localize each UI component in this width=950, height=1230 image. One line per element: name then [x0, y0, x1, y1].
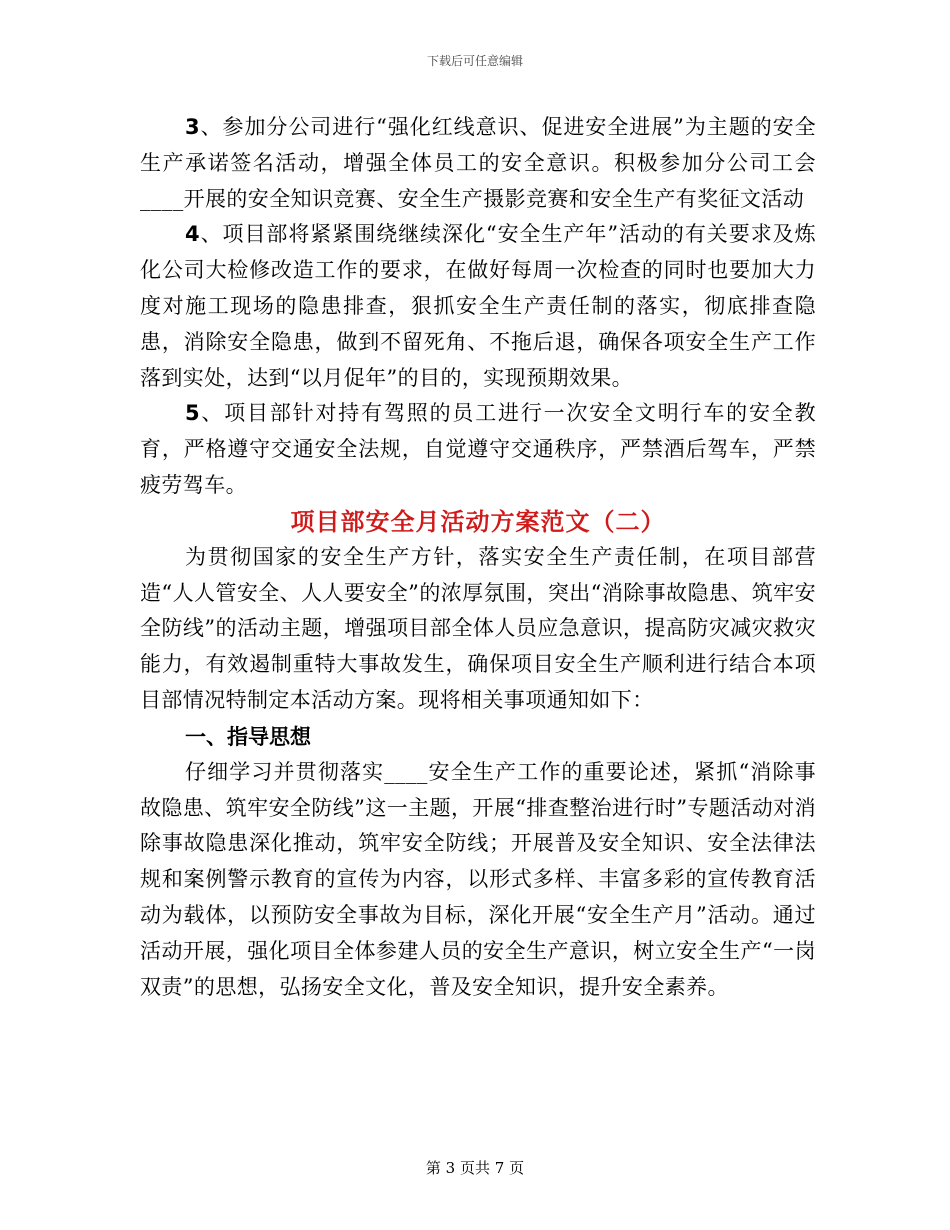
- page-header: 下载后可任意编辑: [426, 54, 523, 68]
- item-text: 、项目部针对持有驾照的员工进行一次安全文明行车的安全教育，严格遵守交通安全法规，自觉遵守交通秩序，严禁酒后驾车，严禁疲劳驾车。: [140, 401, 816, 497]
- item-text: 、项目部将紧紧围绕继续深化“安全生产年”活动的有关要求及炼化公司大检修改造工作的要求，在做好每周一次检查的同时也要加大力度对施工现场的隐患排查，狠抓安全生产责任制的落实，彻底排查隐患，消除安全隐患，做到不留死角、不拖后退，确保各项安全生产工作落到实处，达到“以月促年”的目的，实现预期效果。: [140, 222, 816, 390]
- item-number: 3: [185, 115, 201, 139]
- item-text: 、参加分公司进行“强化红线意识、促进安全进展”为主题的安全生产承诺签名活动，增强全体员工的安全意识。积极参加分公司工会____开展的安全知识竞赛、安全生产摄影竞赛和安全生产有奖征文活动: [140, 115, 816, 211]
- list-item-3: [140, 110, 816, 217]
- list-item-5: [140, 396, 816, 503]
- section-heading: 一、指导思想: [185, 724, 311, 749]
- page-footer: 第 3 页共 7 页: [425, 1159, 525, 1177]
- section-title: 项目部安全月活动方案范文（二）: [290, 507, 666, 536]
- item-number: 5: [185, 401, 201, 426]
- item-number: 4: [185, 222, 201, 247]
- list-item-4: [140, 217, 816, 396]
- document-body: [140, 110, 816, 1005]
- guiding-thought-paragraph: 仔细学习并贯彻落实____安全生产工作的重要论述，紧抓“消除事故隐患、筑牢安全防线”这一主题，开展“排查整治进行时”专题活动对消除事故隐患深化推动，筑牢安全防线；开展普及安全知识、安全法律法规和案例警示教育的宣传为内容，以形式多样、丰富多彩的宣传教育活动为载体，以预防安全事故为目标，深化开展“安全生产月”活动。通过活动开展，强化项目全体参建人员的安全生产意识，树立安全生产“一岗双责”的思想，弘扬安全文化，普及安全知识，提升安全素养。: [140, 759, 816, 999]
- intro-paragraph: 为贯彻国家的安全生产方针，落实安全生产责任制，在项目部营造“人人管安全、人人要安全”的浓厚氛围，突出“消除事故隐患、筑牢安全防线”的活动主题，增强项目部全体人员应急意识，提高防灾减灾救灾能力，有效遏制重特大事故发生，确保项目安全生产顺利进行结合本项目部情况特制定本活动方案。现将相关事项通知如下：: [140, 544, 816, 712]
